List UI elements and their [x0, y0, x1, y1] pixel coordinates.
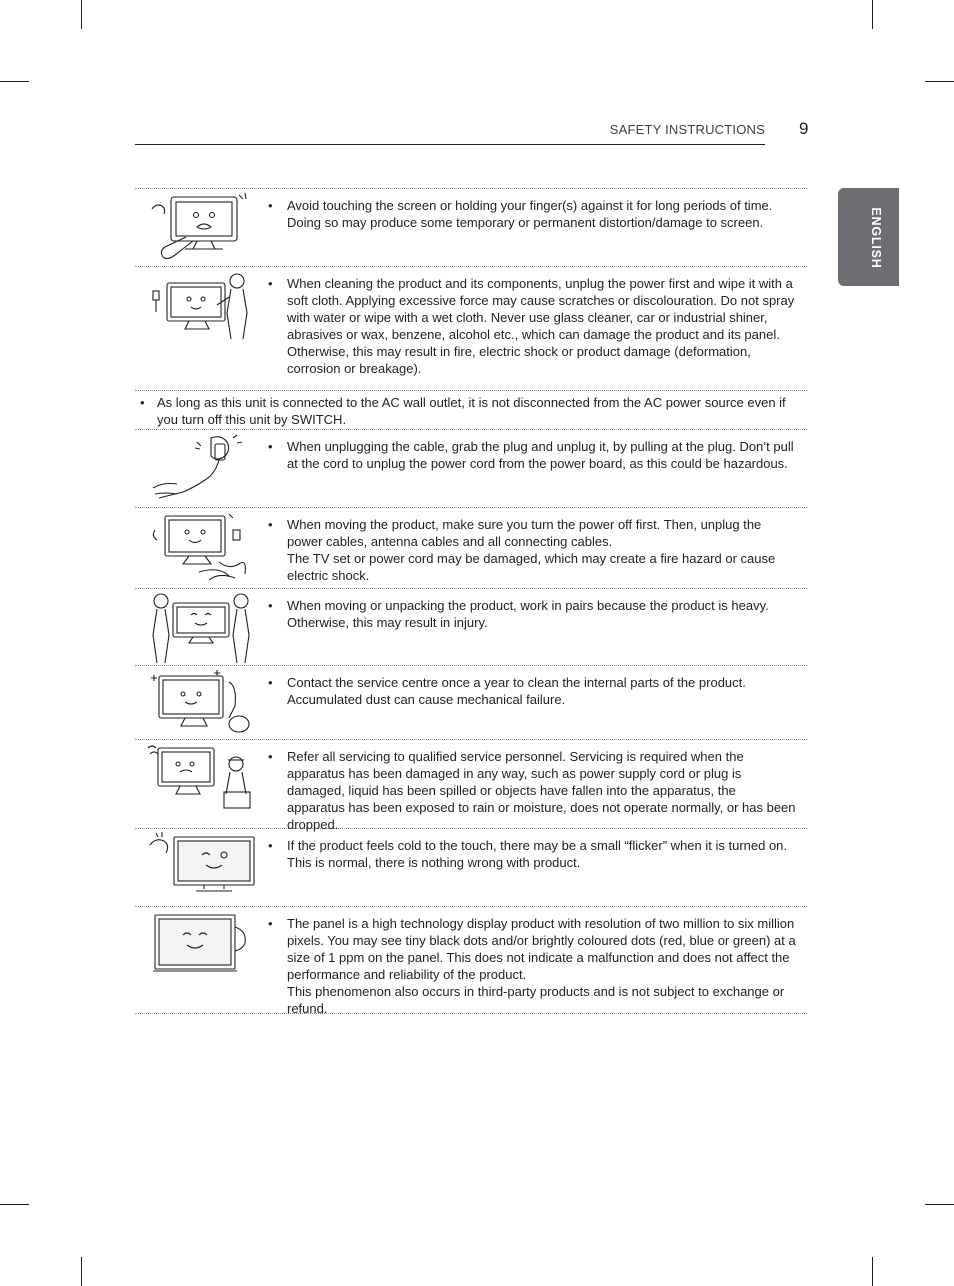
tv-vacuum-icon [149, 668, 253, 736]
tv-cleaning-icon [149, 269, 253, 345]
crop-mark [0, 81, 29, 82]
list-item [135, 267, 807, 391]
crop-mark [81, 0, 82, 29]
bullet: • [268, 517, 273, 532]
list-item [135, 666, 807, 740]
illustration-two-person-lift [135, 589, 266, 665]
safety-list [135, 188, 807, 1014]
tv-flicker-icon [146, 831, 256, 901]
item-text: When moving or unpacking the product, work in pairs because the product is heavy. Otherwise, this may result in injury. [287, 598, 769, 630]
illustration-cleaning [135, 267, 266, 390]
illustration-service-cleaning [135, 666, 266, 739]
illustration-moving-unplug [135, 508, 266, 588]
bullet: • [268, 198, 273, 213]
language-tab-label: ENGLISH [869, 207, 883, 269]
tv-cables-icon [149, 510, 253, 584]
item-text: Refer all servicing to qualified service personnel. Servicing is required when the apparatus has been damaged in any way, such as power supply cord or plug is damaged, liquid has been spilled or objects have fallen into the apparatus, the apparatus has been exposed to rain or moisture, does not operate normally, or has been dropped. [287, 749, 796, 832]
crop-mark [0, 1204, 29, 1205]
item-text: If the product feels cold to the touch, there may be a small “flicker” when it is turned on. This is normal, there is nothing wrong with product. [287, 838, 788, 870]
bullet: • [140, 395, 145, 410]
illustration-finger-on-screen [135, 189, 266, 266]
item-text: As long as this unit is connected to the AC wall outlet, it is not disconnected from the AC power source even if you turn off this unit by SWITCH. [157, 395, 786, 427]
item-text: When cleaning the product and its components, unplug the power first and wipe it with a soft cloth. Applying excessive force may cause scratches or discolouration. Do not spray with water or wipe with a wet cloth. Never use glass cleaner, car or industrial shiner, abrasives or wax, benzene, alcohol etc., which can damage the product and its panel. Otherwise, this may result in fire, electric shock or product damage (deformation, corrosion or breakage). [287, 276, 795, 376]
list-item [135, 391, 807, 430]
list-item [135, 189, 807, 267]
list-item [135, 829, 807, 907]
plug-hand-icon [149, 432, 253, 504]
illustration-pixel-panel [135, 907, 266, 1013]
item-text: Contact the service centre once a year to clean the internal parts of the product. Accumulated dust can cause mechanical failure. [287, 675, 746, 707]
tv-panel-icon [149, 909, 253, 979]
two-people-tv-icon [149, 591, 253, 665]
illustration-unplugging [135, 430, 266, 507]
illustration-flicker [135, 829, 266, 906]
list-item [135, 740, 807, 832]
crop-mark [81, 1257, 82, 1286]
crop-mark [925, 81, 954, 82]
page-number: 9 [799, 119, 809, 138]
tv-technician-icon [146, 742, 256, 814]
item-text: When moving the product, make sure you turn the power off first. Then, unplug the power cables, antenna cables and all connecting cables. The TV set or power cord may be damaged, which may create a fire hazard or cause electric shock. [287, 517, 776, 583]
list-item [135, 907, 807, 1014]
illustration-servicing [135, 740, 266, 828]
tv-finger-icon [149, 191, 253, 265]
bullet: • [268, 916, 273, 931]
header-rule [135, 144, 765, 145]
section-title: SAFETY INSTRUCTIONS [609, 122, 765, 137]
bullet: • [268, 598, 273, 613]
item-text: The panel is a high technology display product with resolution of two million to six million pixels. You may see tiny black dots and/or brightly coloured dots (red, blue or green) at a size of 1 ppm on the panel. This does not indicate a malfunction and does not affect the performance and reliability of the product. This phenomenon also occurs in third-party products and is not subject to exchange or refund. [287, 916, 796, 1016]
item-text: Avoid touching the screen or holding your finger(s) against it for long periods of time. Doing so may produce some temporary or permanent distortion/damage to screen. [287, 198, 773, 230]
bullet: • [268, 439, 273, 454]
bullet: • [268, 749, 273, 764]
crop-mark [872, 0, 873, 29]
list-item [135, 430, 807, 508]
crop-mark [925, 1204, 954, 1205]
bullet: • [268, 675, 273, 690]
list-item [135, 508, 807, 589]
bullet: • [268, 838, 273, 853]
crop-mark [872, 1257, 873, 1286]
bullet: • [268, 276, 273, 291]
list-item [135, 589, 807, 666]
item-text: When unplugging the cable, grab the plug and unplug it, by pulling at the plug. Don’t pull at the cord to unplug the power cord from the power board, as this could be hazardous. [287, 439, 794, 471]
language-tab [838, 188, 899, 286]
